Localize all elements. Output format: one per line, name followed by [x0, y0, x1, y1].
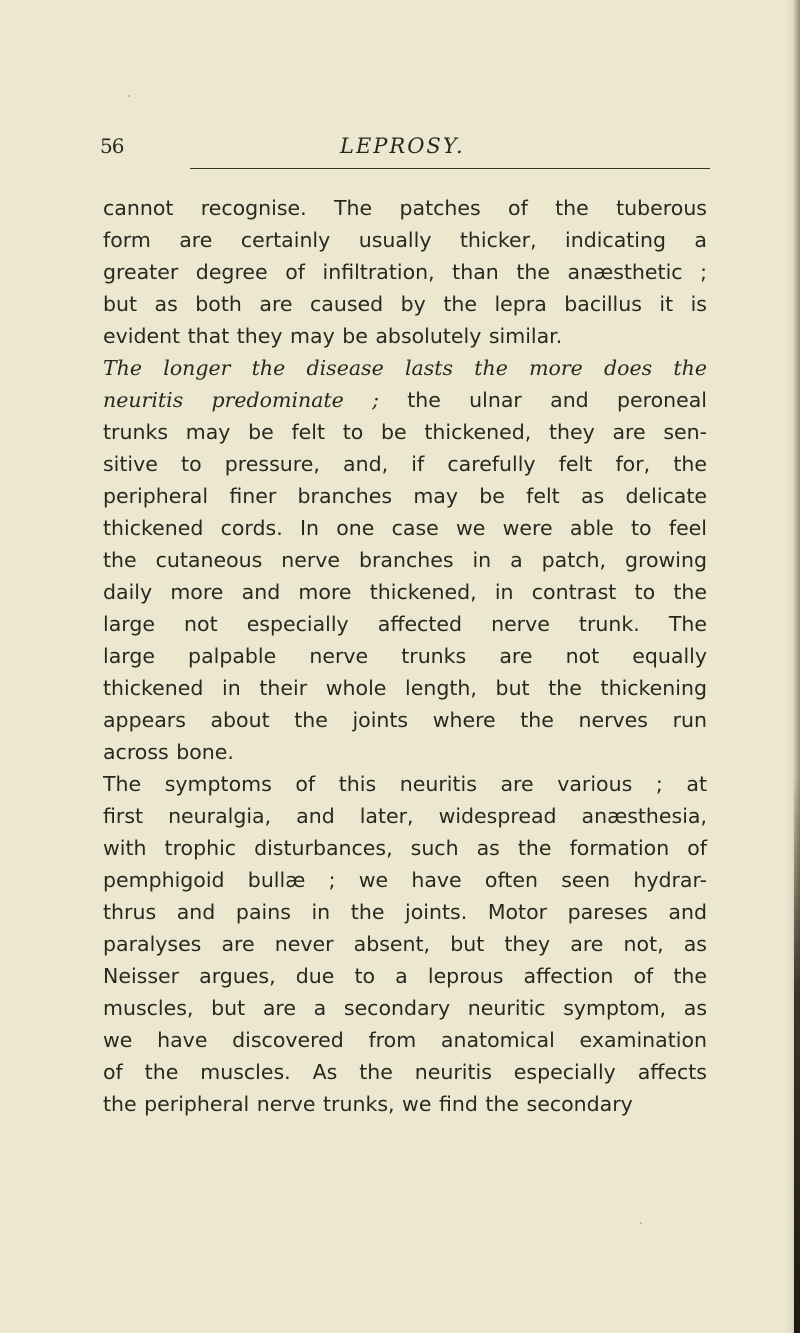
- paper-speck: [128, 95, 130, 97]
- text-line: [103, 640, 707, 672]
- text-run: but as both are caused by the lepra bacillus it is: [103, 292, 707, 316]
- italic-text: The longer the disease lasts the more does the: [103, 356, 707, 380]
- text-line: [103, 704, 707, 736]
- header-rule: [190, 168, 710, 169]
- text-line: [103, 896, 707, 928]
- text-line: [103, 1056, 707, 1088]
- text-line: [103, 256, 707, 288]
- text-run: peripheral finer branches may be felt as delicate: [103, 484, 707, 508]
- text-run: thrus and pains in the joints. Motor pareses and: [103, 900, 707, 924]
- text-line: [103, 224, 707, 256]
- text-line: [103, 1088, 707, 1120]
- text-line: [103, 416, 707, 448]
- binding-edge-mark: [794, 773, 800, 1333]
- text-run: pemphigoid bullæ ; we have often seen hydrar-: [103, 868, 707, 892]
- text-run: of the muscles. As the neuritis especially affects: [103, 1060, 707, 1084]
- text-run: form are certainly usually thicker, indicating a: [103, 228, 707, 252]
- text-run: muscles, but are a secondary neuritic symptom, as: [103, 996, 707, 1020]
- text-line: [103, 864, 707, 896]
- text-line: [103, 960, 707, 992]
- text-line: [103, 672, 707, 704]
- text-run: paralyses are never absent, but they are not, as: [103, 932, 707, 956]
- text-run: The symptoms of this neuritis are various ; at: [103, 772, 707, 796]
- text-line: [103, 800, 707, 832]
- text-run: the ulnar and peroneal: [378, 388, 707, 412]
- text-run: we have discovered from anatomical examination: [103, 1028, 707, 1052]
- text-line: [103, 928, 707, 960]
- text-run: sitive to pressure, and, if carefully felt for, the: [103, 452, 707, 476]
- text-run: the cutaneous nerve branches in a patch, growing: [103, 548, 707, 572]
- text-line: [103, 1024, 707, 1056]
- text-line: [103, 192, 707, 224]
- text-line: [103, 512, 707, 544]
- text-line: [103, 992, 707, 1024]
- text-line: [103, 736, 707, 768]
- text-line: [103, 832, 707, 864]
- text-run: across bone.: [103, 740, 234, 764]
- text-line: [103, 544, 707, 576]
- text-run: greater degree of infiltration, than the anæsthetic ;: [103, 260, 707, 284]
- text-line: [103, 448, 707, 480]
- running-title: LEPROSY.: [340, 134, 465, 158]
- text-line: [103, 768, 707, 800]
- text-run: large not especially affected nerve trunk. The: [103, 612, 707, 636]
- page-number: 56: [100, 134, 124, 158]
- text-run: with trophic disturbances, such as the formation of: [103, 836, 707, 860]
- text-run: appears about the joints where the nerves run: [103, 708, 707, 732]
- italic-text: neuritis predominate ;: [103, 388, 379, 412]
- text-run: first neuralgia, and later, widespread anæsthesia,: [103, 804, 707, 828]
- page-header: [100, 128, 710, 168]
- paper-speck: [640, 1222, 642, 1224]
- text-run: cannot recognise. The patches of the tuberous: [103, 196, 707, 220]
- text-line: [103, 288, 707, 320]
- text-line: [103, 608, 707, 640]
- text-run: trunks may be felt to be thickened, they are sen-: [103, 420, 707, 444]
- text-line: [103, 576, 707, 608]
- text-run: thickened cords. In one case we were able to feel: [103, 516, 707, 540]
- text-run: evident that they may be absolutely similar.: [103, 324, 563, 348]
- text-run: daily more and more thickened, in contrast to the: [103, 580, 707, 604]
- text-run: the peripheral nerve trunks, we find the secondary: [103, 1092, 633, 1116]
- text-line: [103, 352, 707, 384]
- text-run: large palpable nerve trunks are not equally: [103, 644, 707, 668]
- text-run: Neisser argues, due to a leprous affection of the: [103, 964, 707, 988]
- text-line: [103, 480, 707, 512]
- body-text: [103, 192, 707, 1120]
- text-run: thickened in their whole length, but the thickening: [103, 676, 707, 700]
- text-line: [103, 320, 707, 352]
- text-line: [103, 384, 707, 416]
